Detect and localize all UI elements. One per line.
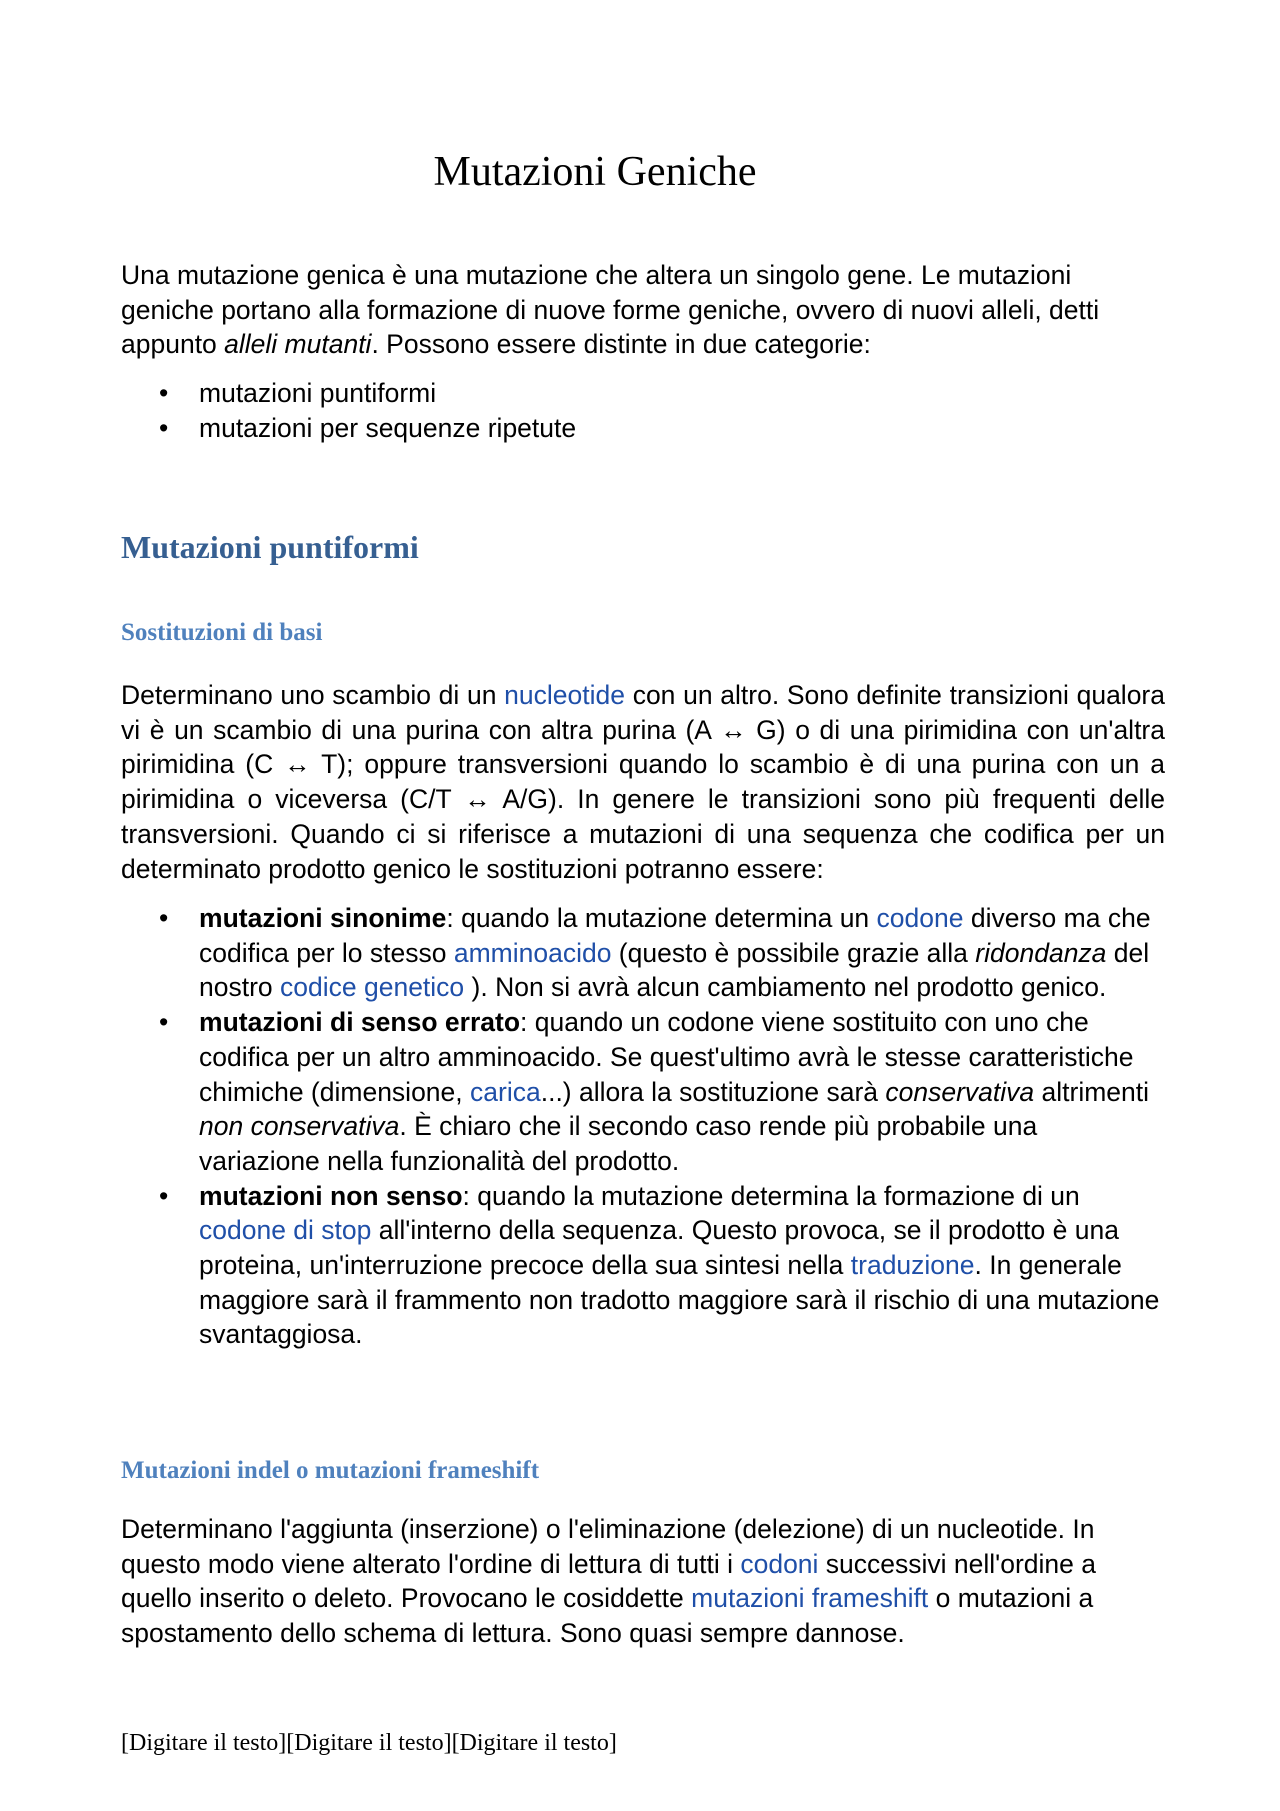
bullet-icon: • (159, 412, 169, 443)
heading-mutazioni-puntiformi: Mutazioni puntiformi (121, 529, 419, 565)
heading-mutazioni-indel: Mutazioni indel o mutazioni frameshift (121, 1457, 540, 1484)
intro-italic-alleli: alleli mutanti (224, 329, 372, 360)
bullet-icon: • (159, 1180, 169, 1211)
link-codone[interactable]: codone (876, 903, 964, 933)
bullet-icon: • (159, 903, 169, 933)
heading-sostituzioni-di-basi: Sostituzioni di basi (121, 619, 323, 646)
italic-ridondanza: ridondanza (975, 937, 1107, 968)
text-fragment: : quando la mutazione determina un (446, 903, 877, 933)
sostituzioni-list (121, 901, 1165, 1352)
intro-text-1: Una mutazione genica è una mutazione che altera un singolo gene. Le mutazioni geniche portano alla formazione di nuove forme geniche, ovvero di nuovi alleli, detti appunto (121, 260, 1100, 360)
text-fragment: (questo è possibile grazie alla (611, 937, 976, 968)
text-fragment: del nostro (199, 937, 1150, 1003)
term-sinonime: mutazioni sinonime (199, 903, 447, 933)
link-amminoacido[interactable]: amminoacido (453, 937, 612, 968)
intro-text-2: . Possono essere distinte in due categorie: (371, 329, 871, 360)
bullet-icon: • (159, 378, 169, 408)
bullet-icon: • (159, 1007, 169, 1038)
list-item-sinonime (121, 901, 1165, 1005)
text-fragment: all'interno della sequenza. Questo provoca, se il prodotto è una proteina, un'interruzione precoce della sua sintesi nella (199, 1215, 1119, 1281)
sost-text-2: con un altro. Sono definite transizioni qualora vi è un scambio di una purina con altra purina (A ↔ G) o di una pirimidina con un'altra pirimidina (C ↔ T); oppure transversioni quando lo scambio è di una purina con un a pirimidina o viceversa (C/T ↔ A/G). In genere le transizioni sono più frequenti delle transversioni. Quando ci si riferisce a mutazioni di una sequenza che codifica per un determinato prodotto genico le sostituzioni potranno essere: (121, 680, 1165, 884)
text-fragment: ...) allora la sostituzione sarà (540, 1076, 886, 1107)
indel-paragraph (121, 1512, 1165, 1651)
text-fragment: . È chiaro che il secondo caso rende più probabile una variazione nella funzionalità del prodotto. (199, 1111, 1038, 1176)
sostituzioni-paragraph (121, 678, 1165, 886)
link-nucleotide[interactable]: nucleotide (504, 680, 625, 710)
link-codice-genetico[interactable]: codice genetico (280, 972, 465, 1003)
intro-paragraph (121, 258, 1165, 362)
link-traduzione[interactable]: traduzione (850, 1250, 975, 1281)
italic-conservativa: conservativa (885, 1076, 1035, 1107)
text-fragment: . In generale maggiore sarà il frammento non tradotto maggiore sarà il rischio di una mutazione svantaggiosa. (199, 1250, 1160, 1350)
sost-text-1: Determinano uno scambio di un (121, 680, 505, 710)
text-fragment: Determinano l'aggiunta (inserzione) o l'eliminazione (delezione) di un nucleotide. In questo modo viene alterato l'ordine di lettura di tutti i (121, 1514, 1095, 1579)
list-item-senso-errato (121, 1005, 1165, 1179)
page-footer: [Digitare il testo][Digitare il testo][Digitare il testo] (121, 1730, 617, 1756)
text-fragment: ). Non si avrà alcun cambiamento nel prodotto genico. (464, 972, 1107, 1003)
text-fragment: : quando la mutazione determina la formazione di un (462, 1180, 1080, 1211)
term-senso-errato: mutazioni di senso errato (199, 1007, 521, 1038)
text-fragment: : quando un codone viene sostituito con uno che codifica per un altro amminoacido. Se quest'ultimo avrà le stesse caratteristiche chimiche (dimensione, (199, 1007, 1134, 1107)
link-codoni[interactable]: codoni (740, 1548, 819, 1579)
intro-list-item-label: mutazioni puntiformi (199, 378, 437, 408)
intro-list-item-label: mutazioni per sequenze ripetute (199, 412, 577, 443)
italic-non-conservativa: non conservativa (199, 1111, 400, 1142)
intro-list (121, 376, 1165, 445)
list-item-non-senso (121, 1179, 1165, 1353)
term-non-senso: mutazioni non senso (199, 1180, 463, 1211)
text-fragment: diverso ma che codifica per lo stesso (199, 903, 1151, 968)
link-codone-di-stop[interactable]: codone di stop (199, 1215, 372, 1246)
link-carica[interactable]: carica (470, 1076, 541, 1107)
list-item (121, 411, 1165, 446)
link-mutazioni-frameshift[interactable]: mutazioni frameshift (691, 1583, 929, 1614)
text-fragment: o mutazioni a spostamento dello schema di lettura. Sono quasi sempre dannose. (121, 1583, 1094, 1649)
page-title: Mutazioni Geniche (433, 149, 757, 195)
list-item (121, 376, 1165, 411)
text-fragment: successivi nell'ordine a quello inserito o deleto. Provocano le cosiddette (121, 1548, 1096, 1614)
text-fragment: altrimenti (1034, 1076, 1150, 1107)
